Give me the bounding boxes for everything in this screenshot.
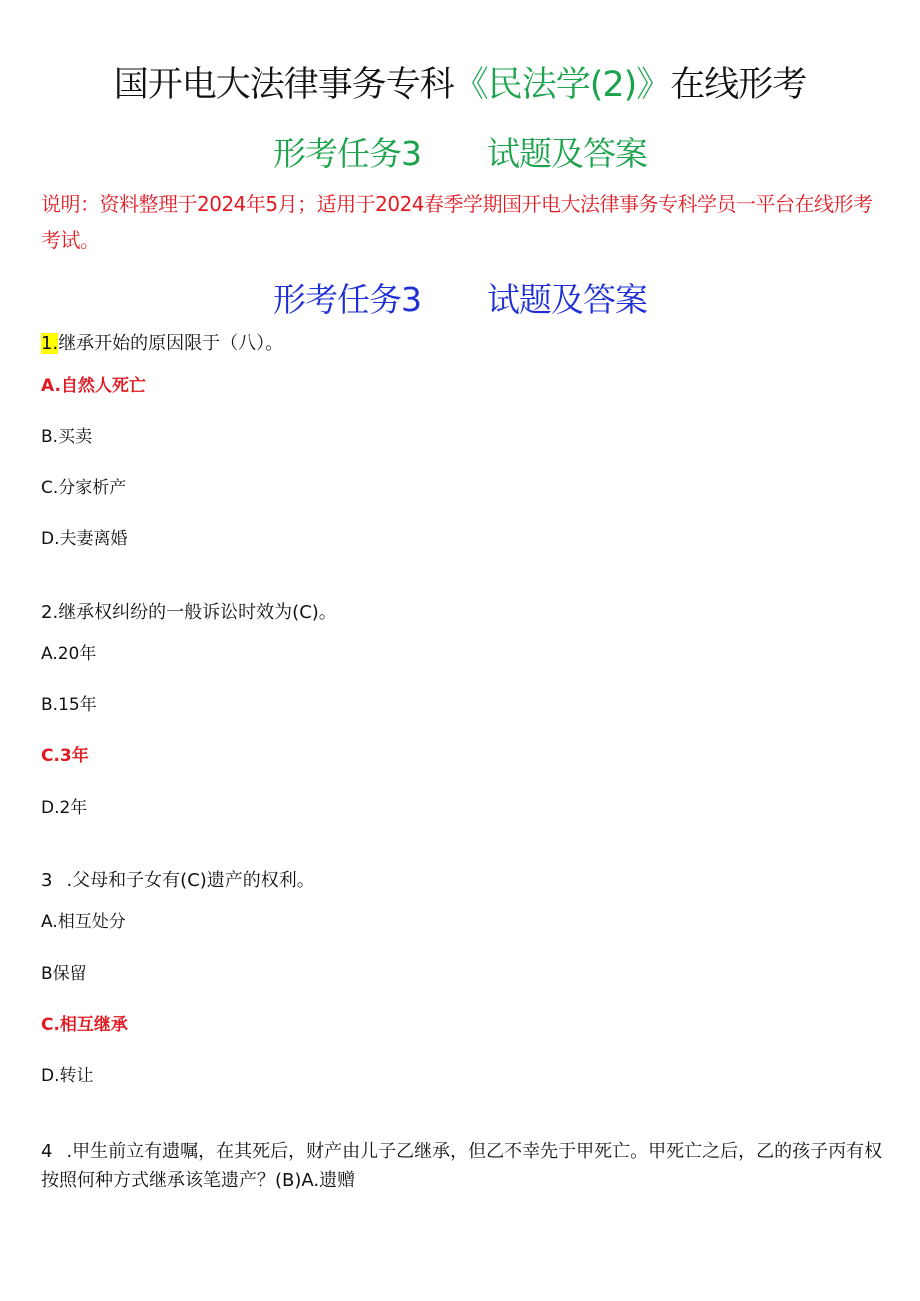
question-number: 2. [41, 602, 59, 623]
option-2b: B.15年 [41, 695, 97, 715]
question-number: 4 [41, 1141, 53, 1162]
question-number: 3 [41, 870, 53, 891]
subtitle-blue [0, 278, 920, 322]
title-suffix: 在线形考 [670, 65, 807, 105]
option-2d: D.2年 [41, 798, 88, 818]
title-prefix: 国开电大法律事务专科 [113, 65, 454, 105]
document-title [0, 62, 920, 108]
question-stem: .甲生前立有遗嘱，在其死后，财产由儿子乙继承，但乙不幸先于甲死亡。甲死亡之后，乙的孩子丙有权按照何种方式继承该笔遗产？(B)A.遗赠 [41, 1141, 883, 1191]
option-3d: D.转让 [41, 1066, 94, 1086]
option-1a: A.自然人死亡 [41, 376, 146, 396]
option-3c: C.相互继承 [41, 1015, 128, 1035]
option-3b: B保留 [41, 964, 87, 984]
question-2 [41, 600, 337, 626]
subtitle-task: 形考任务3 [273, 134, 421, 173]
option-1d: D.夫妻离婚 [41, 529, 128, 549]
question-number: 1. [41, 333, 59, 354]
subtitle-green [0, 132, 920, 176]
subtitle2-answers: 试题及答案 [487, 280, 647, 319]
question-stem: .父母和子女有(C)遗产的权利。 [66, 870, 315, 891]
option-1c: C.分家析产 [41, 478, 127, 498]
question-stem: 继承权纠纷的一般诉讼时效为(C)。 [58, 602, 337, 623]
subtitle2-task: 形考任务3 [273, 280, 421, 319]
description-note: 说明：资料整理于2024年5月；适用于2024春季学期国开电大法律事务专科学员一平台在线形考考试。 [41, 192, 873, 252]
title-course: 《民法学(2)》 [453, 65, 671, 105]
option-1b: B.买卖 [41, 427, 93, 447]
question-stem: 继承开始的原因限于（八）。 [58, 333, 284, 354]
option-3a: A.相互处分 [41, 912, 126, 932]
question-1 [41, 331, 283, 357]
question-4 [41, 1137, 886, 1195]
question-3 [41, 868, 315, 894]
option-2c: C.3年 [41, 746, 89, 766]
subtitle-answers: 试题及答案 [487, 134, 647, 173]
option-2a: A.20年 [41, 644, 97, 664]
